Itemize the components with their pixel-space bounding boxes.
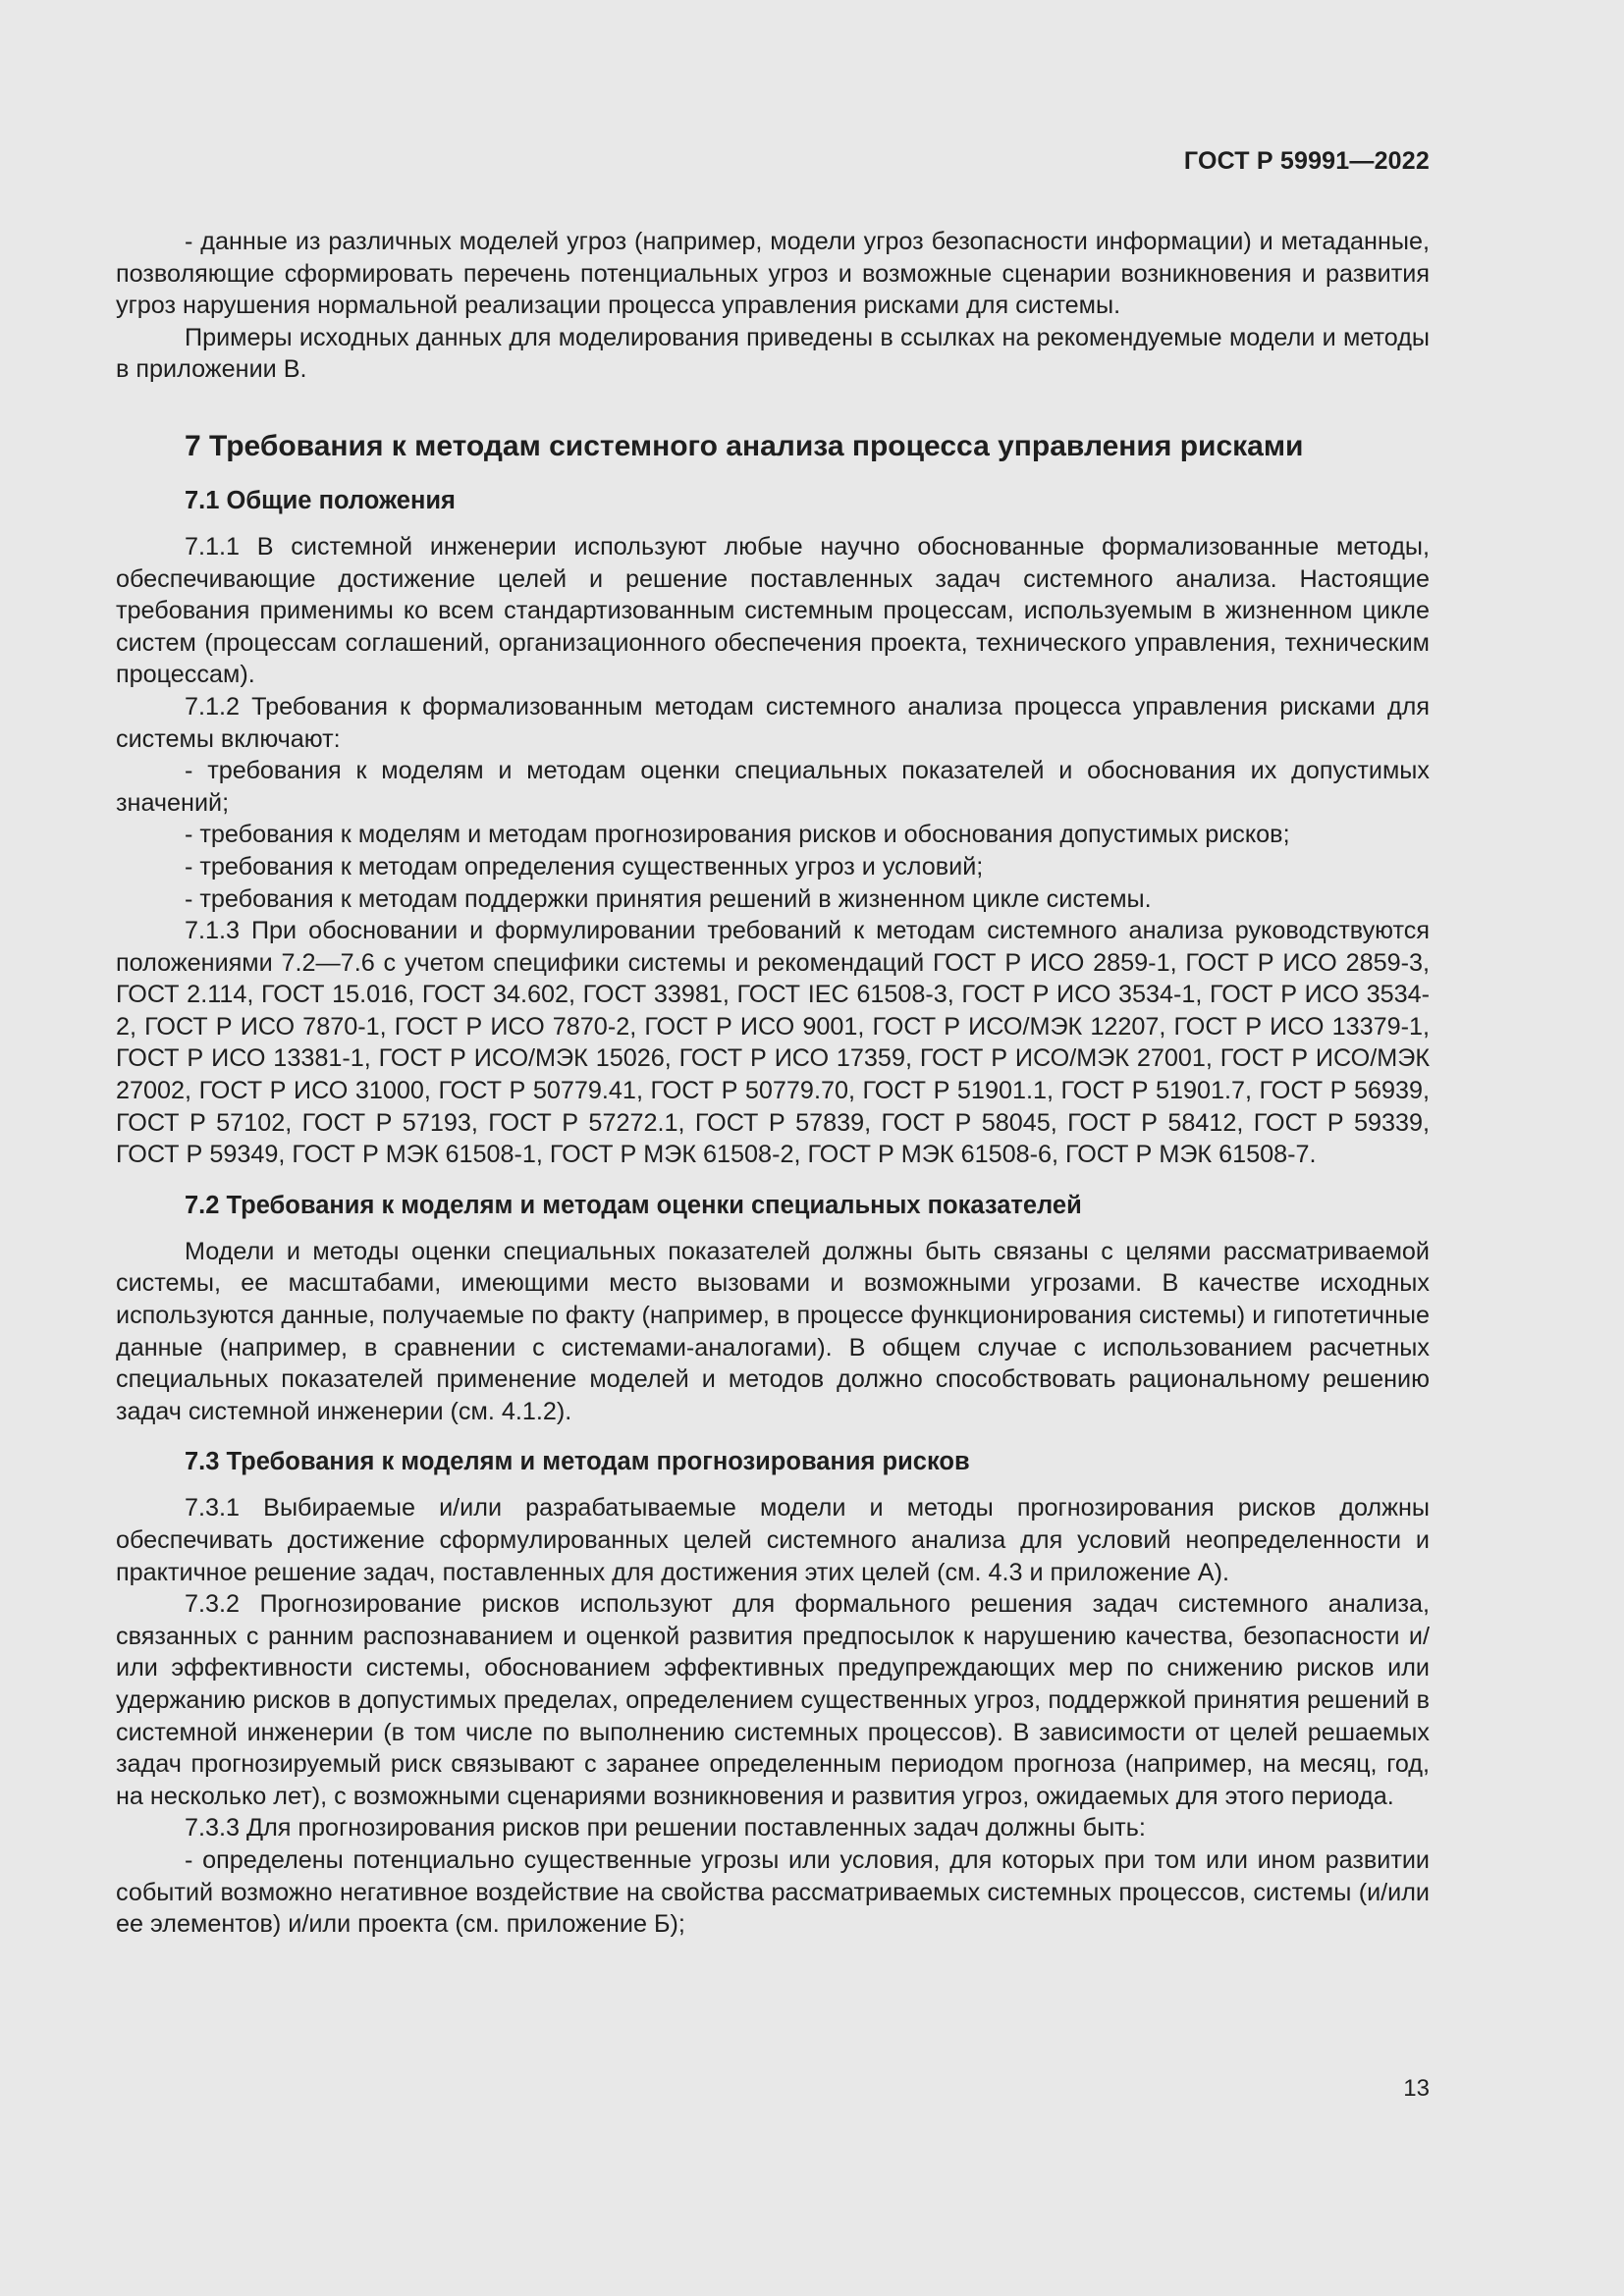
- list-item: - требования к моделям и методам прогнозирования рисков и обоснования допустимых рисков;: [185, 821, 1290, 849]
- document-code-header: ГОСТ Р 59991—2022: [1183, 147, 1430, 175]
- para-7-2: Модели и методы оценки специальных показателей должны быть связаны с целями рассматриваемой системы, ее масштабами, имеющими место вызовами и возможными угрозами. В качестве исходных используются данные, получаемые по факту (например, в процессе функционирования системы) и гипотетичные данные (например, в сравнении с системами-аналогами). В общем случае с использованием расчетных специальных показателей применение моделей и методов должно способствовать рациональному решению задач системной инженерии (см. 4.1.2).: [116, 1237, 1430, 1425]
- list-item: - определены потенциально существенные угрозы или условия, для которых при том или ином развитии событий возможно негативное воздействие на свойства рассматриваемых системных процессов, системы (и/или ее элементов) и/или проекта (см. приложение Б);: [116, 1845, 1430, 1939]
- section-7-1-title: 7.1 Общие положения: [185, 486, 456, 514]
- section-7-3-title: 7.3 Требования к моделям и методам прогнозирования рисков: [185, 1448, 970, 1476]
- para-7-1-3: 7.1.3 При обосновании и формулировании требований к методам системного анализа руководствуются положениями 7.2—7.6 с учетом специфики системы и рекомендаций ГОСТ Р ИСО 2859-1, ГОСТ Р ИСО 2859-3, ГОСТ 2.114, ГОСТ 15.016, ГОСТ 34.602, ГОСТ 33981, ГОСТ IEC 61508-3, ГОСТ Р ИСО 3534-1, ГОСТ Р ИСО 3534-2, ГОСТ Р ИСО 7870-1, ГОСТ Р ИСО 7870-2, ГОСТ Р ИСО 9001, ГОСТ Р ИСО/МЭК 12207, ГОСТ Р ИСО 13379-1, ГОСТ Р ИСО 13381-1, ГОСТ Р ИСО/МЭК 15026, ГОСТ Р ИСО 17359, ГОСТ Р ИСО/МЭК 27001, ГОСТ Р ИСО/МЭК 27002, ГОСТ Р ИСО 31000, ГОСТ Р 50779.41, ГОСТ Р 50779.70, ГОСТ Р 51901.1, ГОСТ Р 51901.7, ГОСТ Р 56939, ГОСТ Р 57102, ГОСТ Р 57193, ГОСТ Р 57272.1, ГОСТ Р 57839, ГОСТ Р 58045, ГОСТ Р 58412, ГОСТ Р 59339, ГОСТ Р 59349, ГОСТ Р МЭК 61508-1, ГОСТ Р МЭК 61508-2, ГОСТ Р МЭК 61508-6, ГОСТ Р МЭК 61508-7.: [116, 917, 1430, 1169]
- page-number: 13: [1403, 2075, 1430, 2102]
- intro-paragraph-2: Примеры исходных данных для моделирования приведены в ссылках на рекомендуемые модели и методы в приложении В.: [116, 323, 1430, 384]
- page-content: [116, 226, 1430, 1941]
- para-7-1-1: 7.1.1 В системной инженерии используют любые научно обоснованные формализованные методы, обеспечивающие достижение целей и решение поставленных задач системного анализа. Настоящие требования применимы ко всем стандартизованным системным процессам, используемым в жизненном цикле систем (процессам соглашений, организационного обеспечения проекта, технического управления, техническим процессам).: [116, 532, 1430, 689]
- para-7-3-3: 7.3.3 Для прогнозирования рисков при решении поставленных задач должны быть:: [185, 1814, 1146, 1842]
- list-item: - требования к методам поддержки принятия решений в жизненном цикле системы.: [185, 884, 1152, 913]
- list-item: - требования к моделям и методам оценки специальных показателей и обоснования их допустимых значений;: [116, 757, 1430, 817]
- section-7-title: 7 Требования к методам системного анализа процесса управления рисками: [185, 429, 1304, 462]
- para-7-3-2: 7.3.2 Прогнозирование рисков используют для формального решения задач системного анализа, связанных с ранним распознаванием и оценкой развития предпосылок к нарушению качества, безопасности и/или эффективности системы, обоснованием эффективных предупреждающих мер по снижению рисков или удержанию рисков в допустимых пределах, определением существенных угроз, поддержкой принятия решений в системной инженерии (в том числе по выполнению системных процессов). В зависимости от целей решаемых задач прогнозируемый риск связывают с заранее определенным периодом прогноза (например, на месяц, год, на несколько лет), с возможными сценариями возникновения и развития угроз, ожидаемых для этого периода.: [116, 1590, 1430, 1810]
- section-7-2-title: 7.2 Требования к моделям и методам оценки специальных показателей: [185, 1191, 1082, 1219]
- intro-paragraph-1: - данные из различных моделей угроз (например, модели угроз безопасности информации) и метаданные, позволяющие сформировать перечень потенциальных угроз и возможные сценарии возникновения и развития угроз нарушения нормальной реализации процесса управления рисками для системы.: [116, 228, 1430, 320]
- para-7-3-1: 7.3.1 Выбираемые и/или разрабатываемые модели и методы прогнозирования рисков должны обеспечивать достижение сформулированных целей системного анализа для условий неопределенности и практичное решение задач, поставленных для достижения этих целей (см. 4.3 и приложение А).: [116, 1494, 1430, 1586]
- list-item: - требования к методам определения существенных угроз и условий;: [185, 852, 984, 881]
- para-7-1-2: 7.1.2 Требования к формализованным методам системного анализа процесса управления рисками для системы включают:: [116, 692, 1430, 753]
